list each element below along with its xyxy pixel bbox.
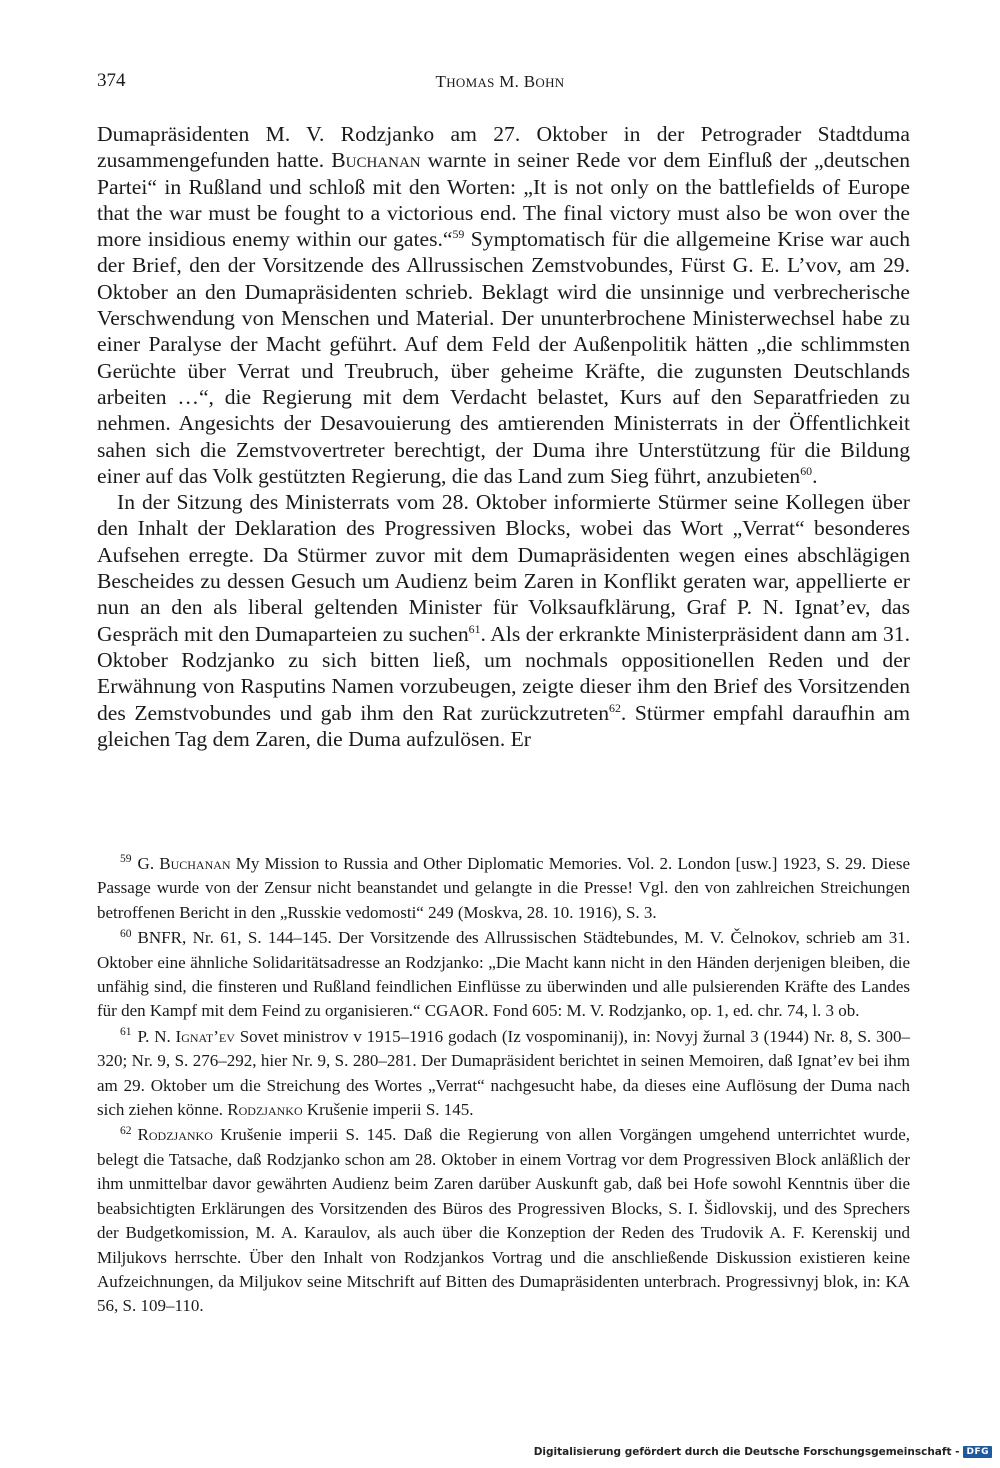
footnote-text: My Mission to Russia and Other Diplomatic Memories. Vol. 2. London [usw.] 1923, S. 29. Diese Passage wurde von der Zensur nicht beanstandet und gelangte in die Presse! Vgl. den von zahlreichen Streichungen betroffenen Bericht in den „Russkie vedomosti“ 249 (Moskva, 28. 10. 1916), S. 3.	[97, 854, 910, 922]
paragraph-2-part-c: . Stürmer empfahl daraufhin am gleichen Tag dem Zaren, die Duma aufzulösen. Er	[97, 700, 910, 751]
footnote-author: G. Buchanan	[137, 854, 231, 873]
page-number: 374	[97, 70, 126, 91]
footnote-ref-59[interactable]: 59	[452, 227, 465, 241]
paragraph-1-part-e: .	[812, 463, 818, 488]
footnote-number: 60	[120, 926, 132, 940]
paragraph-1-part-d: Symptomatisch für die allgemeine Krise war auch der Brief, den der Vorsitzende des Allrussischen Zemstvobundes, Fürst G. E. L’vov, am 29. Oktober an den Dumapräsidenten schrieb. Beklagt wird die unsinnige und verbrecherische Verschwendung von Menschen und Material. Der ununterbrochene Ministerwechsel habe zu einer Paralyse der Macht geführt. Auf dem Feld der Außenpolitik hätten „die schlimmsten Gerüchte über Verrat und Treubruch, über geheime Kräfte, die zugunsten Deutschlands arbeiten …“, die Regierung mit dem Verdacht belastet, Kurs auf den Separatfrieden zu nehmen. Angesichts der Desavouierung des amtierenden Ministerrats in der Öffentlichkeit sahen sich die Zemstvovertreter berechtigt, der Duma ihre Unterstützung für die Bildung einer auf das Volk gestützten Regierung, die das Land zum Sieg führt, anzubieten	[97, 227, 911, 488]
running-head	[0, 72, 1000, 92]
paragraph-1	[97, 121, 910, 489]
running-head-initial-2: B	[523, 72, 536, 91]
footnote-62	[97, 1123, 910, 1318]
footnote-59	[97, 852, 910, 925]
paragraph-2-part-a: In der Sitzung des Ministerrats vom 28. Oktober informierte Stürmer seine Kollegen über den Inhalt der Deklaration des Progressiven Blocks, wobei das Wort „Verrat“ besonderes Aufsehen erregte. Da Stürmer zuvor mit dem Dumapräsidenten wegen eines abschlägigen Bescheides zu dessen Gesuch um Audienz beim Zaren in Konflikt geraten war, appellierte er nun an den als liberal geltenden Minister für Volksaufklärung, Graf P. N. Ignat’ev, das Gespräch mit den Dumaparteien zu suchen	[97, 490, 910, 646]
footnote-ref-61[interactable]: 61	[468, 621, 481, 636]
paragraph-1-part-a: Dumapräsidenten M. V. Rodzjanko am 27. Oktober in der Petrograder Stadtduma zusammengefunden hatte.	[97, 122, 910, 173]
credit-text: Digitalisierung gefördert durch die Deutsche Forschungsgemeinschaft -	[533, 1446, 960, 1458]
footnote-number: 59	[120, 852, 132, 866]
footnote-author: Rodzjanko	[137, 1125, 213, 1145]
footnote-text: Krušenie imperii S. 145. Daß die Regierung von allen Vorgängen umgehend unterrichtet wurde, belegt die Tatsache, daß Rodzjanko schon am 28. Oktober in einem Vortrag vor dem Progressiven Block anläßlich der ihm unmittelbar davor gewährten Audienz beim Zaren darüber Auskunft gab, daß bei Hofe sowohl Kenntnis über die beabsichtigten Erklärungen des Vorsitzenden des Büros des Progressiven Blocks, S. I. Šidlovskij, und des Sprechers der Budgetkomission, M. A. Karaulov, als auch über die Konzeption der Reden des Trudovik A. F. Kerenskij und Miljukovs herrschte. Über den Inhalt von Rodzjankos Vortrag und die anschließende Diskussion existieren keine Aufzeichnungen, da Miljukov seine Mitschrift auf Bitten des Dumapräsidenten unterbrach. Progressivnyj blok, in: KA 56, S. 109–110.	[97, 1125, 910, 1316]
running-head-initial: T	[435, 72, 447, 91]
paragraph-2	[97, 489, 910, 752]
author-smallcaps: Buchanan	[331, 148, 421, 173]
paragraph-1-part-c: warnte in seiner Rede vor dem Einfluß der „deutschen Partei“ in Rußland und schloß mit den Worten: „It is not only on the battlefields of Europe that the war must be fought to a victorious end. The final victory must also be won over the more insidious enemy within our gates.“	[97, 148, 910, 252]
running-head-smallcaps-2: OHN	[535, 75, 565, 90]
footnotes	[97, 852, 910, 1320]
running-head-smallcaps: HOMAS	[446, 75, 495, 90]
footnote-ref-60[interactable]: 60	[800, 463, 813, 478]
paragraph-2-part-b: . Als der erkrankte Ministerpräsident dann am 31. Oktober Rodzjanko zu sich bitten ließ, um nochmals oppositionellen Reden und der Erwähnung von Rasputins Namen vorzubeugen, zeigte dieser ihm den Brief des Vorsitzenden des Zemstvobundes und gab ihm den Rat zurückzutreten	[97, 621, 910, 725]
footnote-60	[97, 926, 910, 1024]
main-text	[97, 121, 910, 752]
footnote-text: Sovet ministrov v 1915–1916 godach (Iz vospominanij), in: Novyj žurnal 3 (1944) Nr. 8, S. 300–320; Nr. 9, S. 276–292, hier Nr. 9, S. 280–281. Der Dumapräsident berichtet in seinen Memoiren, daß Ignat’ev bei ihm am 29. Oktober um die Streichung des Wortes „Verrat“ nachgesucht habe, da dieses eine Auflösung der Duma nach sich ziehen könne.	[97, 1026, 911, 1120]
footnote-number: 62	[120, 1123, 132, 1137]
footnote-61	[97, 1025, 910, 1123]
footnote-author: P. N. Ignat’ev	[137, 1026, 235, 1046]
running-head-middle: M.	[494, 72, 524, 91]
footnote-text-2: Krušenie imperii S. 145.	[302, 1100, 474, 1120]
digitization-credit	[534, 1444, 992, 1460]
footnote-ref-62[interactable]: 62	[609, 700, 621, 715]
footnote-author-2: Rodzjanko	[227, 1100, 303, 1120]
footnote-number: 61	[120, 1025, 132, 1039]
dfg-logo-icon: DFG	[963, 1446, 992, 1458]
footnote-text: BNFR, Nr. 61, S. 144–145. Der Vorsitzende des Allrussischen Städtebundes, M. V. Čelnokov, schrieb am 31. Oktober eine ähnliche Solidaritätsadresse an Rodzjanko: „Die Macht kann nicht in den Händen derjenigen bleiben, die unfähig sind, die finsteren und Rußland feindlichen Einflüsse zu überwinden und alle pulsierenden Kräfte des Landes für den Kampf mit dem Feind zu organisieren.“ CGAOR. Fond 605: M. V. Rodzjanko, op. 1, ed. chr. 74, l. 3 ob.	[97, 928, 910, 1021]
